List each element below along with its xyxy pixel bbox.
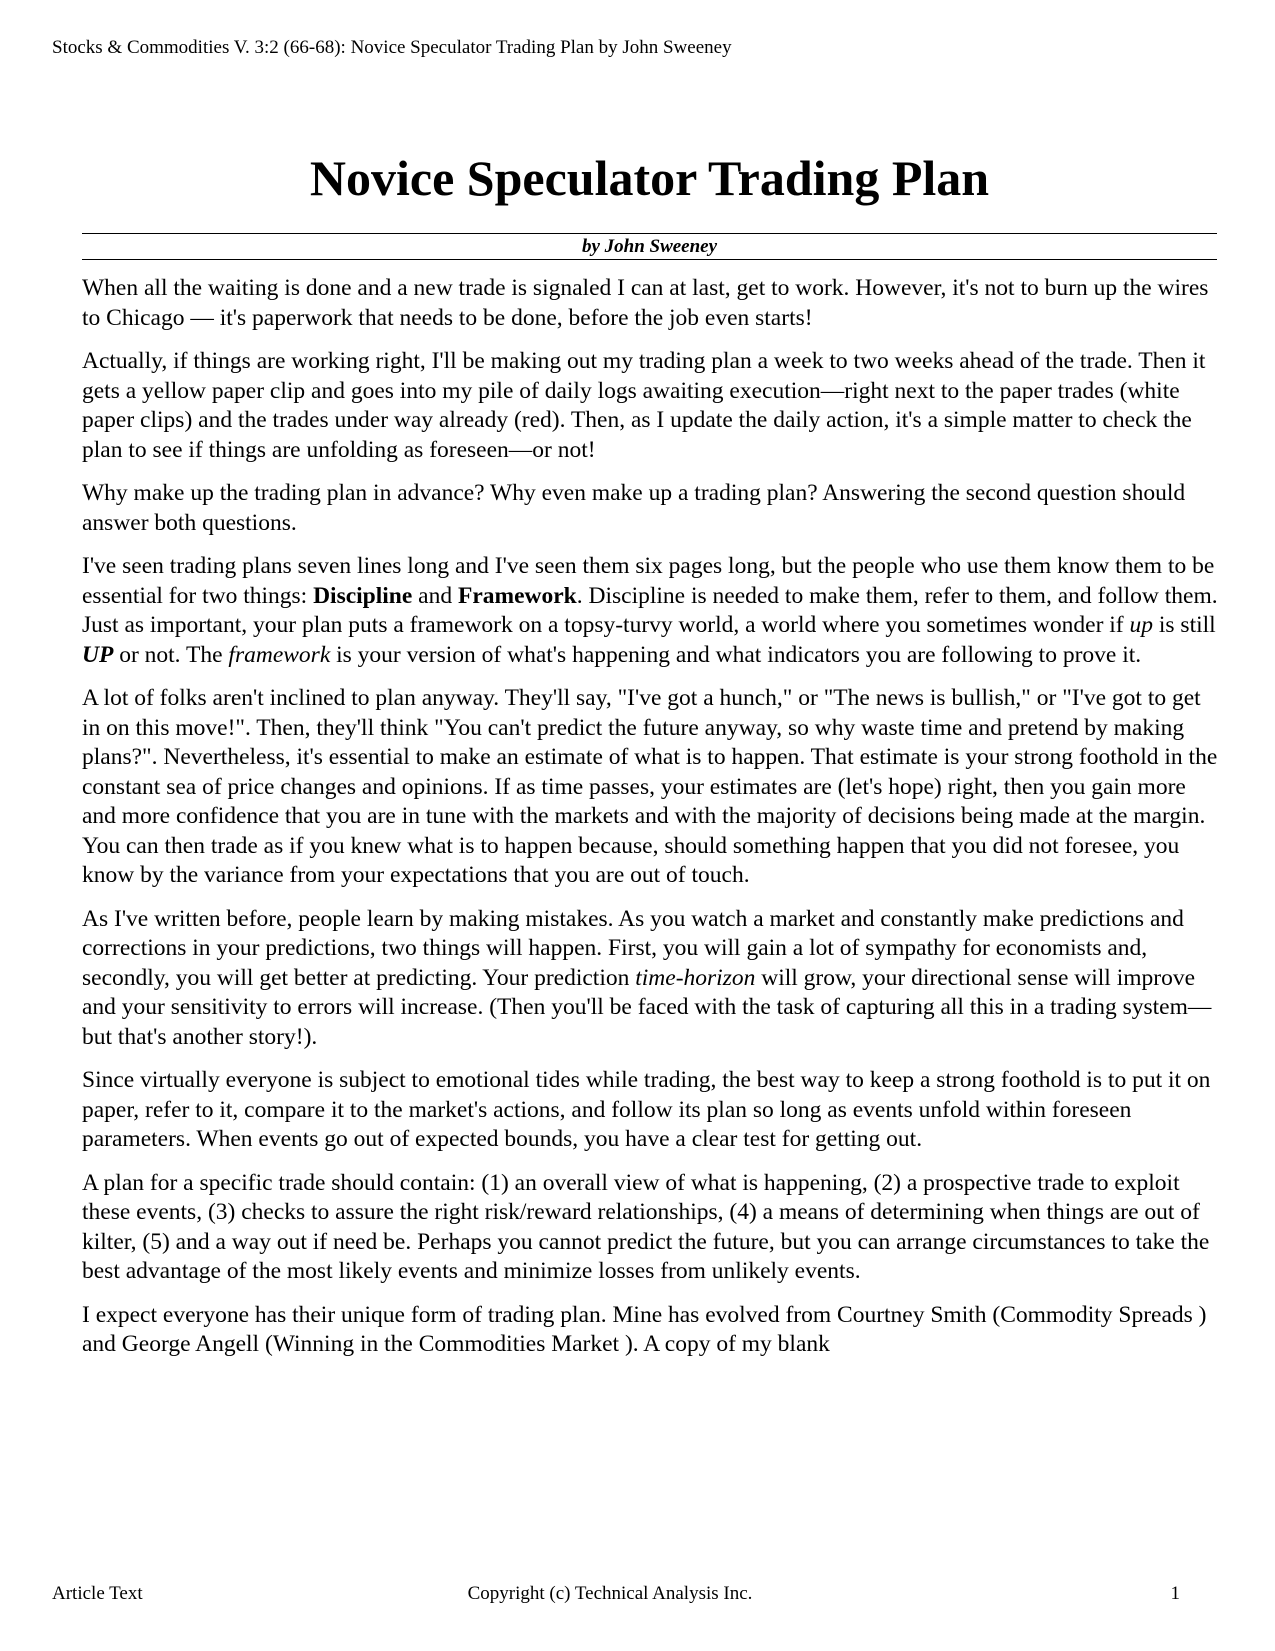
emphasis-up-strong: UP bbox=[82, 641, 114, 668]
emphasis-framework: framework bbox=[228, 641, 331, 668]
paragraph-5: A lot of folks aren't inclined to plan anyway. They'll say, "I've got a hunch," or "The news is bullish," or "I've got to get in on this move!". Then, they'll think "You can't predict the future anyway, so why waste time and pretend by making plans?". Nevertheless, it's essential to make an estimate of what is to happen. That estimate is your strong foothold in the constant sea of price changes and opinions. If as time passes, your estimates are (let's hope) right, then you gain more and more confidence that you are in tune with the markets and with the majority of decisions being made at the margin. You can then trade as if you knew what is to happen because, should something happen that you did not foresee, you know by the variance from your expectations that you are out of touch. bbox=[82, 685, 1218, 888]
paragraph-4-text-2: and bbox=[412, 582, 458, 609]
page-number: 1 bbox=[1170, 1583, 1180, 1604]
paragraph-7: Since virtually everyone is subject to emotional tides while trading, the best way to keep a strong foothold is to put it on paper, refer to it, compare it to the market's actions, and follow its plan so long as events unfold within foreseen parameters. When events go out of expected bounds, you have a clear test for getting out. bbox=[82, 1067, 1211, 1152]
emphasis-time-horizon: time-horizon bbox=[635, 964, 756, 991]
footer-label: Article Text bbox=[52, 1583, 143, 1604]
paragraph-4 bbox=[82, 552, 1222, 670]
paragraph-6 bbox=[82, 905, 1222, 1053]
paragraph-4-text-4: is still bbox=[1153, 612, 1216, 638]
byline: by John Sweeney bbox=[82, 233, 1217, 260]
paragraph-4-text-5: or not. The bbox=[113, 641, 229, 668]
running-head: Stocks & Commodities V. 3:2 (66-68): Novice Speculator Trading Plan by John Sweeney bbox=[52, 37, 732, 58]
paragraph-6-text-2: will grow, your directional sense will improve and your sensitivity to errors will increase. (Then you'll be faced with the task of capturing all this in a trading system—but that's another story!). bbox=[82, 964, 1212, 1050]
footer-copyright: Copyright (c) Technical Analysis Inc. bbox=[467, 1583, 753, 1604]
paragraph-9: I expect everyone has their unique form of trading plan. Mine has evolved from Courtney Smith (Commodity Spreads ) and George Angell (Winning in the Commodities Market ). A copy of my blank bbox=[82, 1301, 1207, 1357]
paragraph-3: Why make up the trading plan in advance? Why even make up a trading plan? Answering the second question should answer both questions. bbox=[82, 480, 1186, 536]
paragraph-4-text-1: I've seen trading plans seven lines long and I've seen them six pages long, but the people who use them know them to be essential for two things: bbox=[82, 553, 1215, 609]
emphasis-up: up bbox=[1129, 612, 1153, 638]
paragraph-2: Actually, if things are working right, I'll be making out my trading plan a week to two weeks ahead of the trade. Then it gets a yellow paper clip and goes into my pile of daily logs awaiting execution—right next to the paper trades (white paper clips) and the trades under way already (red). Then, as I update the daily action, it's a simple matter to check the plan to see if things are unfolding as foreseen—or not! bbox=[82, 348, 1206, 463]
article-body bbox=[82, 274, 1222, 1374]
term-framework: Framework bbox=[457, 582, 577, 609]
paragraph-1: When all the waiting is done and a new trade is signaled I can at last, get to work. However, it's not to burn up the wires to Chicago — it's paperwork that needs to be done, before the job even starts! bbox=[82, 275, 1209, 331]
article-title: Novice Speculator Trading Plan bbox=[309, 150, 990, 206]
paragraph-8: A plan for a specific trade should contain: (1) an overall view of what is happening, (2) a prospective trade to exploit these events, (3) checks to assure the right risk/reward relationships, (4) a means of determining when things are out of kilter, (5) and a way out if need be. Perhaps you cannot predict the future, but you can arrange circumstances to take the best advantage of the most likely events and minimize losses from unlikely events. bbox=[82, 1169, 1210, 1284]
paragraph-4-text-6: is your version of what's happening and what indicators you are following to prove it. bbox=[330, 641, 1142, 668]
paragraph-6-text-1: As I've written before, people learn by making mistakes. As you watch a market and constantly make predictions and corrections in your predictions, two things will happen. First, you will gain a lot of sympathy for economists and, secondly, you will get better at predicting. Your prediction bbox=[82, 905, 1184, 991]
term-discipline: Discipline bbox=[313, 582, 413, 609]
paragraph-4-text-3: . Discipline is needed to make them, refer to them, and follow them. Just as important, your plan puts a framework on a topsy-turvy world, a world where you sometimes wonder if bbox=[82, 582, 1218, 638]
